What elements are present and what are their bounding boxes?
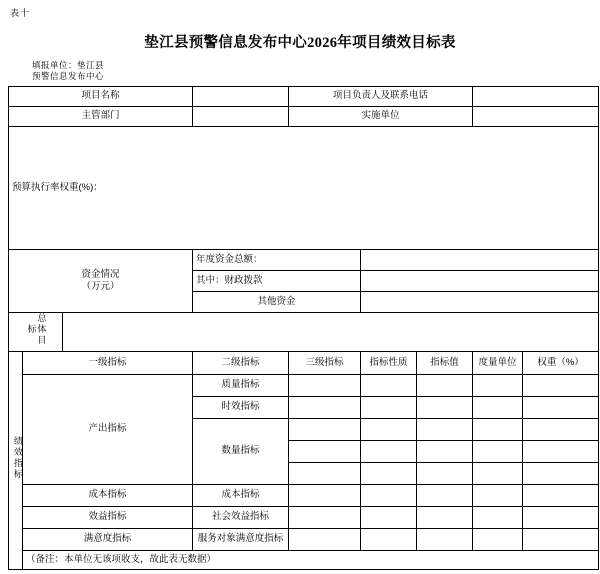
unit-cell[interactable] (473, 462, 523, 484)
implement-unit-label: 实施单位 (289, 106, 473, 126)
weight-cell[interactable] (523, 528, 599, 550)
value-cell[interactable] (417, 396, 473, 418)
table-row (9, 484, 599, 506)
weight-cell[interactable] (523, 462, 599, 484)
table-row (9, 106, 599, 126)
value-cell[interactable] (417, 440, 473, 462)
unit-cell[interactable] (473, 418, 523, 440)
level2-quantity: 数量指标 (193, 418, 289, 484)
level3-cell[interactable] (289, 440, 361, 462)
table-row (9, 550, 599, 569)
supervising-dept-value[interactable] (193, 106, 289, 126)
project-leader-label: 项目负责人及联系电话 (289, 86, 473, 106)
level1-cost: 成本指标 (23, 484, 193, 506)
fund-item-total-value[interactable] (361, 249, 599, 270)
table-row (9, 374, 599, 396)
level3-cell[interactable] (289, 418, 361, 440)
value-cell[interactable] (417, 484, 473, 506)
fund-item-other-label: 其他资金 (193, 291, 361, 312)
page-title: 垫江县预警信息发布中心2026年项目绩效目标表 (144, 35, 456, 51)
project-leader-value[interactable] (473, 86, 599, 106)
header-level3: 三级指标 (289, 351, 361, 374)
header-level1: 一级指标 (23, 351, 193, 374)
nature-cell[interactable] (361, 418, 417, 440)
level3-cell[interactable] (289, 506, 361, 528)
level3-cell[interactable] (289, 528, 361, 550)
header-unit: 度量单位 (473, 351, 523, 374)
unit-cell[interactable] (473, 374, 523, 396)
nature-cell[interactable] (361, 528, 417, 550)
footer-note: （备注：本单位无该项收支，故此表无数据） (23, 550, 599, 569)
value-cell[interactable] (417, 528, 473, 550)
filling-unit-label: 填报单位：垫江县预警信息发布中心 (32, 60, 105, 82)
level1-satisfaction: 满意度指标 (23, 528, 193, 550)
header-value: 指标值 (417, 351, 473, 374)
budget-execution-weight-label[interactable]: 预算执行率权重(%)： (9, 126, 599, 249)
unit-cell[interactable] (473, 506, 523, 528)
performance-goal-table (8, 86, 599, 570)
level3-cell[interactable] (289, 484, 361, 506)
level3-cell[interactable] (289, 396, 361, 418)
fund-item-fiscal-label: 其中：财政拨款 (193, 270, 361, 291)
header-nature: 指标性质 (361, 351, 417, 374)
nature-cell[interactable] (361, 462, 417, 484)
weight-cell[interactable] (523, 506, 599, 528)
level1-benefit: 效益指标 (23, 506, 193, 528)
level1-output: 产出指标 (23, 374, 193, 484)
project-name-label: 项目名称 (9, 86, 193, 106)
funds-label-line2: （万元） (81, 280, 120, 292)
table-row (9, 528, 599, 550)
fund-item-other-value[interactable] (361, 291, 599, 312)
level2-timeliness: 时效指标 (193, 396, 289, 418)
nature-cell[interactable] (361, 484, 417, 506)
value-cell[interactable] (417, 462, 473, 484)
header-weight: 权重（%） (523, 351, 599, 374)
project-name-value[interactable] (193, 86, 289, 106)
level2-service-satisfaction: 服务对象满意度指标 (193, 528, 289, 550)
weight-cell[interactable] (523, 440, 599, 462)
weight-cell[interactable] (523, 396, 599, 418)
table-row (9, 506, 599, 528)
overall-goal-label: 总体目标 (9, 312, 63, 351)
fund-item-total-label: 年度资金总额： (193, 249, 361, 270)
table-row (9, 86, 599, 106)
value-cell[interactable] (417, 374, 473, 396)
table-row (9, 249, 599, 270)
nature-cell[interactable] (361, 506, 417, 528)
unit-cell[interactable] (473, 484, 523, 506)
level3-cell[interactable] (289, 462, 361, 484)
nature-cell[interactable] (361, 396, 417, 418)
weight-cell[interactable] (523, 484, 599, 506)
fund-item-fiscal-value[interactable] (361, 270, 599, 291)
value-cell[interactable] (417, 506, 473, 528)
unit-cell[interactable] (473, 528, 523, 550)
weight-cell[interactable] (523, 418, 599, 440)
performance-indicator-label: 绩效指标 (9, 351, 23, 569)
table-row (9, 351, 599, 374)
nature-cell[interactable] (361, 440, 417, 462)
unit-cell[interactable] (473, 396, 523, 418)
table-row (9, 126, 599, 249)
form-number: 表十 (10, 8, 31, 18)
level2-social-benefit: 社会效益指标 (193, 506, 289, 528)
implement-unit-value[interactable] (473, 106, 599, 126)
unit-cell[interactable] (473, 440, 523, 462)
funds-label-line1: 资金情况 (81, 268, 120, 280)
value-cell[interactable] (417, 418, 473, 440)
nature-cell[interactable] (361, 374, 417, 396)
weight-cell[interactable] (523, 374, 599, 396)
supervising-dept-label: 主管部门 (9, 106, 193, 126)
level2-quality: 质量指标 (193, 374, 289, 396)
table-row (9, 312, 599, 351)
header-level2: 二级指标 (193, 351, 289, 374)
funds-label (9, 249, 193, 312)
level2-cost: 成本指标 (193, 484, 289, 506)
level3-cell[interactable] (289, 374, 361, 396)
overall-goal-value[interactable] (63, 312, 599, 351)
